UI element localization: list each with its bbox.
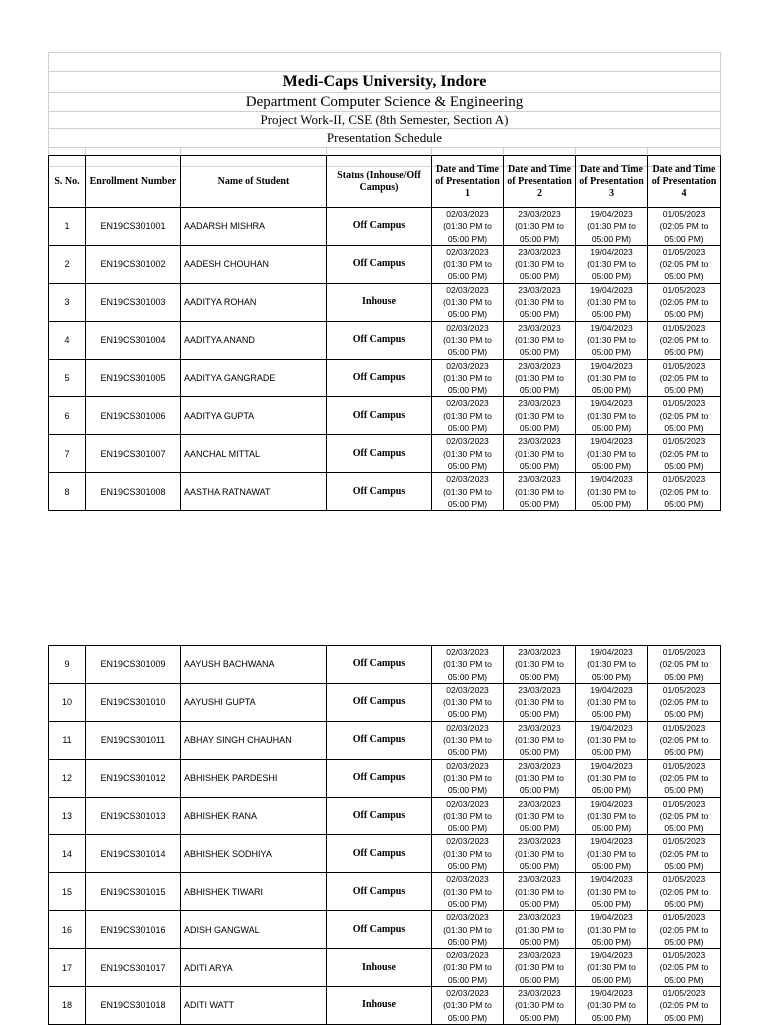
row-enrollment: EN19CS301014 <box>86 835 181 873</box>
row-sno: 5 <box>49 359 86 397</box>
row-presentation-4: 01/05/2023 (02:05 PM to 05:00 PM) <box>648 797 721 835</box>
row-enrollment: EN19CS301003 <box>86 283 181 321</box>
row-presentation-4: 01/05/2023 (02:05 PM to 05:00 PM) <box>648 473 721 511</box>
row-presentation-4: 01/05/2023 (02:05 PM to 05:00 PM) <box>648 208 721 246</box>
row-sno: 7 <box>49 435 86 473</box>
row-student-name: AAYUSH BACHWANA <box>181 646 327 684</box>
row-presentation-2: 23/03/2023 (01:30 PM to 05:00 PM) <box>504 245 576 283</box>
row-status: Off Campus <box>327 683 432 721</box>
row-presentation-4: 01/05/2023 (02:05 PM to 05:00 PM) <box>648 949 721 987</box>
row-presentation-2: 23/03/2023 (01:30 PM to 05:00 PM) <box>504 359 576 397</box>
row-sno: 4 <box>49 321 86 359</box>
row-student-name: AADITYA GANGRADE <box>181 359 327 397</box>
row-presentation-1: 02/03/2023 (01:30 PM to 05:00 PM) <box>432 721 504 759</box>
table-row <box>49 646 721 684</box>
col-sno: S. No. <box>49 156 86 208</box>
row-presentation-4: 01/05/2023 (02:05 PM to 05:00 PM) <box>648 873 721 911</box>
row-presentation-3: 19/04/2023 (01:30 PM to 05:00 PM) <box>576 397 648 435</box>
row-presentation-2: 23/03/2023 (01:30 PM to 05:00 PM) <box>504 797 576 835</box>
row-presentation-4: 01/05/2023 (02:05 PM to 05:00 PM) <box>648 759 721 797</box>
table-row <box>49 435 721 473</box>
row-student-name: AASTHA RATNAWAT <box>181 473 327 511</box>
row-presentation-3: 19/04/2023 (01:30 PM to 05:00 PM) <box>576 683 648 721</box>
row-presentation-3: 19/04/2023 (01:30 PM to 05:00 PM) <box>576 911 648 949</box>
row-presentation-3: 19/04/2023 (01:30 PM to 05:00 PM) <box>576 245 648 283</box>
row-enrollment: EN19CS301018 <box>86 987 181 1025</box>
row-student-name: AADITYA GUPTA <box>181 397 327 435</box>
row-presentation-3: 19/04/2023 (01:30 PM to 05:00 PM) <box>576 359 648 397</box>
row-presentation-2: 23/03/2023 (01:30 PM to 05:00 PM) <box>504 208 576 246</box>
row-enrollment: EN19CS301008 <box>86 473 181 511</box>
row-presentation-3: 19/04/2023 (01:30 PM to 05:00 PM) <box>576 721 648 759</box>
table-row <box>49 473 721 511</box>
table-row <box>49 208 721 246</box>
row-status: Off Campus <box>327 208 432 246</box>
row-enrollment: EN19CS301004 <box>86 321 181 359</box>
row-presentation-3: 19/04/2023 (01:30 PM to 05:00 PM) <box>576 797 648 835</box>
row-sno: 8 <box>49 473 86 511</box>
row-presentation-2: 23/03/2023 (01:30 PM to 05:00 PM) <box>504 397 576 435</box>
row-sno: 16 <box>49 911 86 949</box>
table-row <box>49 911 721 949</box>
col-name: Name of Student <box>181 156 327 208</box>
row-presentation-1: 02/03/2023 (01:30 PM to 05:00 PM) <box>432 683 504 721</box>
row-presentation-2: 23/03/2023 (01:30 PM to 05:00 PM) <box>504 435 576 473</box>
row-presentation-1: 02/03/2023 (01:30 PM to 05:00 PM) <box>432 359 504 397</box>
row-presentation-3: 19/04/2023 (01:30 PM to 05:00 PM) <box>576 646 648 684</box>
row-student-name: ABHAY SINGH CHAUHAN <box>181 721 327 759</box>
table-row <box>49 987 721 1025</box>
row-presentation-4: 01/05/2023 (02:05 PM to 05:00 PM) <box>648 283 721 321</box>
row-status: Off Campus <box>327 473 432 511</box>
row-student-name: ADISH GANGWAL <box>181 911 327 949</box>
row-presentation-4: 01/05/2023 (02:05 PM to 05:00 PM) <box>648 321 721 359</box>
col-presentation-4: Date and Time of Presentation 4 <box>648 156 721 208</box>
row-enrollment: EN19CS301016 <box>86 911 181 949</box>
row-status: Off Campus <box>327 321 432 359</box>
row-status: Off Campus <box>327 397 432 435</box>
row-student-name: AADITYA ROHAN <box>181 283 327 321</box>
row-student-name: ABHISHEK TIWARI <box>181 873 327 911</box>
row-presentation-2: 23/03/2023 (01:30 PM to 05:00 PM) <box>504 911 576 949</box>
row-presentation-3: 19/04/2023 (01:30 PM to 05:00 PM) <box>576 949 648 987</box>
row-sno: 12 <box>49 759 86 797</box>
row-presentation-3: 19/04/2023 (01:30 PM to 05:00 PM) <box>576 835 648 873</box>
row-status: Off Campus <box>327 646 432 684</box>
row-sno: 14 <box>49 835 86 873</box>
row-student-name: ABHISHEK RANA <box>181 797 327 835</box>
row-presentation-4: 01/05/2023 (02:05 PM to 05:00 PM) <box>648 397 721 435</box>
row-presentation-4: 01/05/2023 (02:05 PM to 05:00 PM) <box>648 435 721 473</box>
row-presentation-2: 23/03/2023 (01:30 PM to 05:00 PM) <box>504 683 576 721</box>
row-presentation-1: 02/03/2023 (01:30 PM to 05:00 PM) <box>432 283 504 321</box>
row-enrollment: EN19CS301015 <box>86 873 181 911</box>
row-presentation-1: 02/03/2023 (01:30 PM to 05:00 PM) <box>432 759 504 797</box>
row-presentation-1: 02/03/2023 (01:30 PM to 05:00 PM) <box>432 473 504 511</box>
row-status: Off Campus <box>327 759 432 797</box>
row-presentation-3: 19/04/2023 (01:30 PM to 05:00 PM) <box>576 435 648 473</box>
row-presentation-1: 02/03/2023 (01:30 PM to 05:00 PM) <box>432 208 504 246</box>
table-row <box>49 949 721 987</box>
row-status: Off Campus <box>327 835 432 873</box>
row-sno: 10 <box>49 683 86 721</box>
col-presentation-3: Date and Time of Presentation 3 <box>576 156 648 208</box>
row-status: Off Campus <box>327 721 432 759</box>
row-enrollment: EN19CS301002 <box>86 245 181 283</box>
schedule-table-page-2 <box>48 645 721 1025</box>
row-presentation-4: 01/05/2023 (02:05 PM to 05:00 PM) <box>648 721 721 759</box>
row-sno: 13 <box>49 797 86 835</box>
row-sno: 15 <box>49 873 86 911</box>
row-student-name: AADITYA ANAND <box>181 321 327 359</box>
row-sno: 17 <box>49 949 86 987</box>
row-presentation-2: 23/03/2023 (01:30 PM to 05:00 PM) <box>504 759 576 797</box>
row-enrollment: EN19CS301012 <box>86 759 181 797</box>
row-student-name: AANCHAL MITTAL <box>181 435 327 473</box>
row-status: Off Campus <box>327 911 432 949</box>
row-presentation-1: 02/03/2023 (01:30 PM to 05:00 PM) <box>432 835 504 873</box>
row-sno: 6 <box>49 397 86 435</box>
row-presentation-2: 23/03/2023 (01:30 PM to 05:00 PM) <box>504 949 576 987</box>
col-status: Status (Inhouse/Off Campus) <box>327 156 432 208</box>
row-presentation-3: 19/04/2023 (01:30 PM to 05:00 PM) <box>576 987 648 1025</box>
row-presentation-1: 02/03/2023 (01:30 PM to 05:00 PM) <box>432 397 504 435</box>
table-row <box>49 321 721 359</box>
row-presentation-4: 01/05/2023 (02:05 PM to 05:00 PM) <box>648 646 721 684</box>
row-presentation-2: 23/03/2023 (01:30 PM to 05:00 PM) <box>504 987 576 1025</box>
row-student-name: AADARSH MISHRA <box>181 208 327 246</box>
row-student-name: AAYUSHI GUPTA <box>181 683 327 721</box>
row-presentation-1: 02/03/2023 (01:30 PM to 05:00 PM) <box>432 245 504 283</box>
row-enrollment: EN19CS301006 <box>86 397 181 435</box>
row-presentation-1: 02/03/2023 (01:30 PM to 05:00 PM) <box>432 646 504 684</box>
table-row <box>49 759 721 797</box>
row-sno: 1 <box>49 208 86 246</box>
row-sno: 2 <box>49 245 86 283</box>
row-presentation-2: 23/03/2023 (01:30 PM to 05:00 PM) <box>504 721 576 759</box>
table-row <box>49 873 721 911</box>
row-presentation-3: 19/04/2023 (01:30 PM to 05:00 PM) <box>576 473 648 511</box>
row-sno: 18 <box>49 987 86 1025</box>
row-presentation-3: 19/04/2023 (01:30 PM to 05:00 PM) <box>576 283 648 321</box>
row-presentation-2: 23/03/2023 (01:30 PM to 05:00 PM) <box>504 473 576 511</box>
department-title: Department Computer Science & Engineering <box>49 93 721 112</box>
document-header <box>48 52 721 167</box>
row-presentation-4: 01/05/2023 (02:05 PM to 05:00 PM) <box>648 683 721 721</box>
row-presentation-2: 23/03/2023 (01:30 PM to 05:00 PM) <box>504 283 576 321</box>
row-presentation-1: 02/03/2023 (01:30 PM to 05:00 PM) <box>432 873 504 911</box>
row-status: Off Campus <box>327 873 432 911</box>
col-presentation-2: Date and Time of Presentation 2 <box>504 156 576 208</box>
row-presentation-4: 01/05/2023 (02:05 PM to 05:00 PM) <box>648 359 721 397</box>
row-presentation-1: 02/03/2023 (01:30 PM to 05:00 PM) <box>432 911 504 949</box>
table-row <box>49 397 721 435</box>
col-enrollment: Enrollment Number <box>86 156 181 208</box>
row-presentation-2: 23/03/2023 (01:30 PM to 05:00 PM) <box>504 321 576 359</box>
row-student-name: AADESH CHOUHAN <box>181 245 327 283</box>
row-student-name: ABHISHEK SODHIYA <box>181 835 327 873</box>
row-status: Inhouse <box>327 987 432 1025</box>
row-student-name: ADITI WATT <box>181 987 327 1025</box>
row-enrollment: EN19CS301010 <box>86 683 181 721</box>
table-row <box>49 283 721 321</box>
row-sno: 3 <box>49 283 86 321</box>
row-enrollment: EN19CS301001 <box>86 208 181 246</box>
row-presentation-3: 19/04/2023 (01:30 PM to 05:00 PM) <box>576 759 648 797</box>
row-status: Off Campus <box>327 359 432 397</box>
schedule-title: Presentation Schedule <box>49 129 721 148</box>
row-presentation-4: 01/05/2023 (02:05 PM to 05:00 PM) <box>648 911 721 949</box>
project-title: Project Work-II, CSE (8th Semester, Section A) <box>49 112 721 129</box>
row-status: Off Campus <box>327 797 432 835</box>
row-presentation-4: 01/05/2023 (02:05 PM to 05:00 PM) <box>648 987 721 1025</box>
table-row <box>49 835 721 873</box>
row-student-name: ADITI ARYA <box>181 949 327 987</box>
row-presentation-1: 02/03/2023 (01:30 PM to 05:00 PM) <box>432 949 504 987</box>
row-presentation-1: 02/03/2023 (01:30 PM to 05:00 PM) <box>432 321 504 359</box>
row-enrollment: EN19CS301005 <box>86 359 181 397</box>
row-presentation-4: 01/05/2023 (02:05 PM to 05:00 PM) <box>648 245 721 283</box>
table-row <box>49 797 721 835</box>
schedule-table-page-1 <box>48 155 721 511</box>
row-status: Off Campus <box>327 435 432 473</box>
col-presentation-1: Date and Time of Presentation 1 <box>432 156 504 208</box>
row-presentation-3: 19/04/2023 (01:30 PM to 05:00 PM) <box>576 208 648 246</box>
table-row <box>49 359 721 397</box>
row-presentation-3: 19/04/2023 (01:30 PM to 05:00 PM) <box>576 321 648 359</box>
row-presentation-4: 01/05/2023 (02:05 PM to 05:00 PM) <box>648 835 721 873</box>
row-enrollment: EN19CS301017 <box>86 949 181 987</box>
row-presentation-1: 02/03/2023 (01:30 PM to 05:00 PM) <box>432 797 504 835</box>
row-status: Off Campus <box>327 245 432 283</box>
table-row <box>49 245 721 283</box>
row-presentation-2: 23/03/2023 (01:30 PM to 05:00 PM) <box>504 646 576 684</box>
row-status: Inhouse <box>327 949 432 987</box>
row-sno: 11 <box>49 721 86 759</box>
university-title: Medi-Caps University, Indore <box>49 72 721 93</box>
row-presentation-2: 23/03/2023 (01:30 PM to 05:00 PM) <box>504 835 576 873</box>
table-header-row <box>49 156 721 208</box>
row-enrollment: EN19CS301013 <box>86 797 181 835</box>
row-status: Inhouse <box>327 283 432 321</box>
row-presentation-2: 23/03/2023 (01:30 PM to 05:00 PM) <box>504 873 576 911</box>
row-presentation-1: 02/03/2023 (01:30 PM to 05:00 PM) <box>432 435 504 473</box>
row-student-name: ABHISHEK PARDESHI <box>181 759 327 797</box>
row-presentation-1: 02/03/2023 (01:30 PM to 05:00 PM) <box>432 987 504 1025</box>
row-enrollment: EN19CS301009 <box>86 646 181 684</box>
row-presentation-3: 19/04/2023 (01:30 PM to 05:00 PM) <box>576 873 648 911</box>
table-row <box>49 683 721 721</box>
row-enrollment: EN19CS301011 <box>86 721 181 759</box>
row-sno: 9 <box>49 646 86 684</box>
row-enrollment: EN19CS301007 <box>86 435 181 473</box>
table-row <box>49 721 721 759</box>
